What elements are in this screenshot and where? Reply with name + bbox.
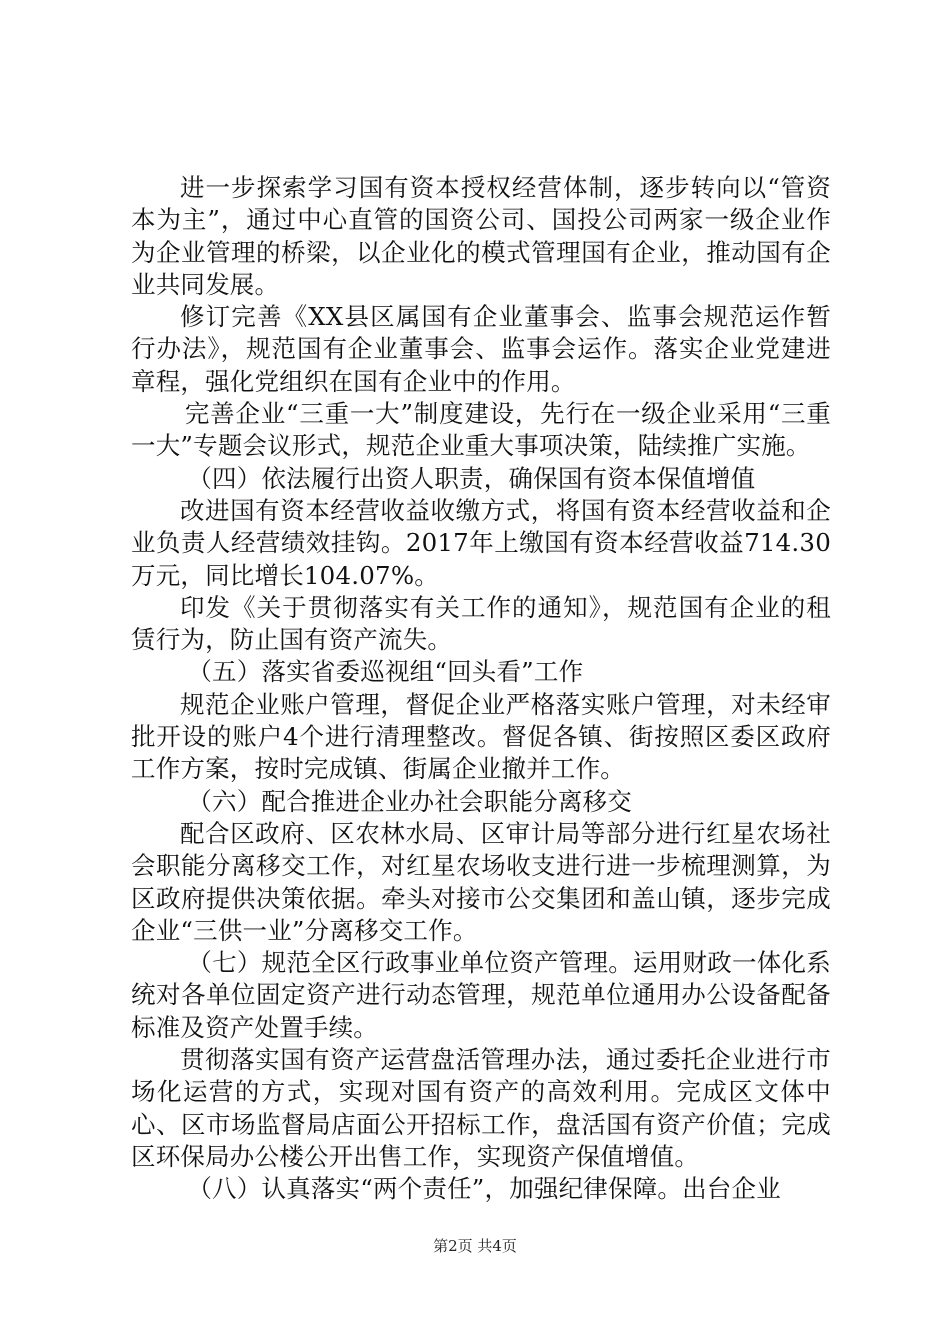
paragraph: 贯彻落实国有资产运营盘活管理办法，通过委托企业进行市场化运营的方式，实现对国有资产的高效利用。完成区文体中心、区市场监督局店面公开招标工作，盘活国有资产价值；完成区环保局办公楼公开出售工作，实现资产保值增值。 xyxy=(131,1045,831,1171)
paragraph: 改进国有资本经营收益收缴方式，将国有资本经营收益和企业负责人经营绩效挂钩。2017年上缴国有资本经营收益714.30万元，同比增长104.07%。 xyxy=(131,495,831,590)
paragraph: 配合区政府、区农林水局、区审计局等部分进行红星农场社会职能分离移交工作，对红星农场收支进行进一步梳理测算，为区政府提供决策依据。牵头对接市公交集团和盖山镇，逐步完成企业“三供一业”分离移交工作。 xyxy=(131,818,831,945)
paragraph: 规范企业账户管理，督促企业严格落实账户管理，对未经审批开设的账户4个进行清理整改。督促各镇、街按照区委区政府工作方案，按时完成镇、街属企业撤并工作。 xyxy=(131,689,831,784)
section-heading: （五）落实省委巡视组“回头看”工作 xyxy=(187,657,584,687)
paragraph: 完善企业“三重一大”制度建设，先行在一级企业采用“三重一大”专题会议形式，规范企业重大事项决策，陆续推广实施。 xyxy=(131,399,831,461)
section-heading: （八）认真落实“两个责任”，加强纪律保障。出台企业 xyxy=(187,1174,781,1204)
paragraph: 进一步探索学习国有资本授权经营体制，逐步转向以“管资本为主”，通过中心直管的国资公司、国投公司两家一级企业作为企业管理的桥梁，以企业化的模式管理国有企业，推动国有企业共同发展。 xyxy=(131,173,831,299)
document-body xyxy=(131,172,831,1206)
paragraph: 修订完善《XX县区属国有企业董事会、监事会规范运作暂行办法》，规范国有企业董事会、监事会运作。落实企业党建进章程，强化党组织在国有企业中的作用。 xyxy=(131,302,831,396)
section-heading: （六）配合推进企业办社会职能分离移交 xyxy=(187,786,632,816)
paragraph: 印发《关于贯彻落实有关工作的通知》，规范国有企业的租赁行为，防止国有资产流失。 xyxy=(131,592,831,655)
section-heading: （四）依法履行出资人职责，确保国有资本保值增值 xyxy=(187,463,756,493)
page-number-footer: 第2页 共4页 xyxy=(433,1237,517,1255)
section-heading: （七）规范全区行政事业单位资产管理。运用财政一体化系统对各单位固定资产进行动态管理，规范单位通用办公设备配备标准及资产处置手续。 xyxy=(131,948,831,1042)
